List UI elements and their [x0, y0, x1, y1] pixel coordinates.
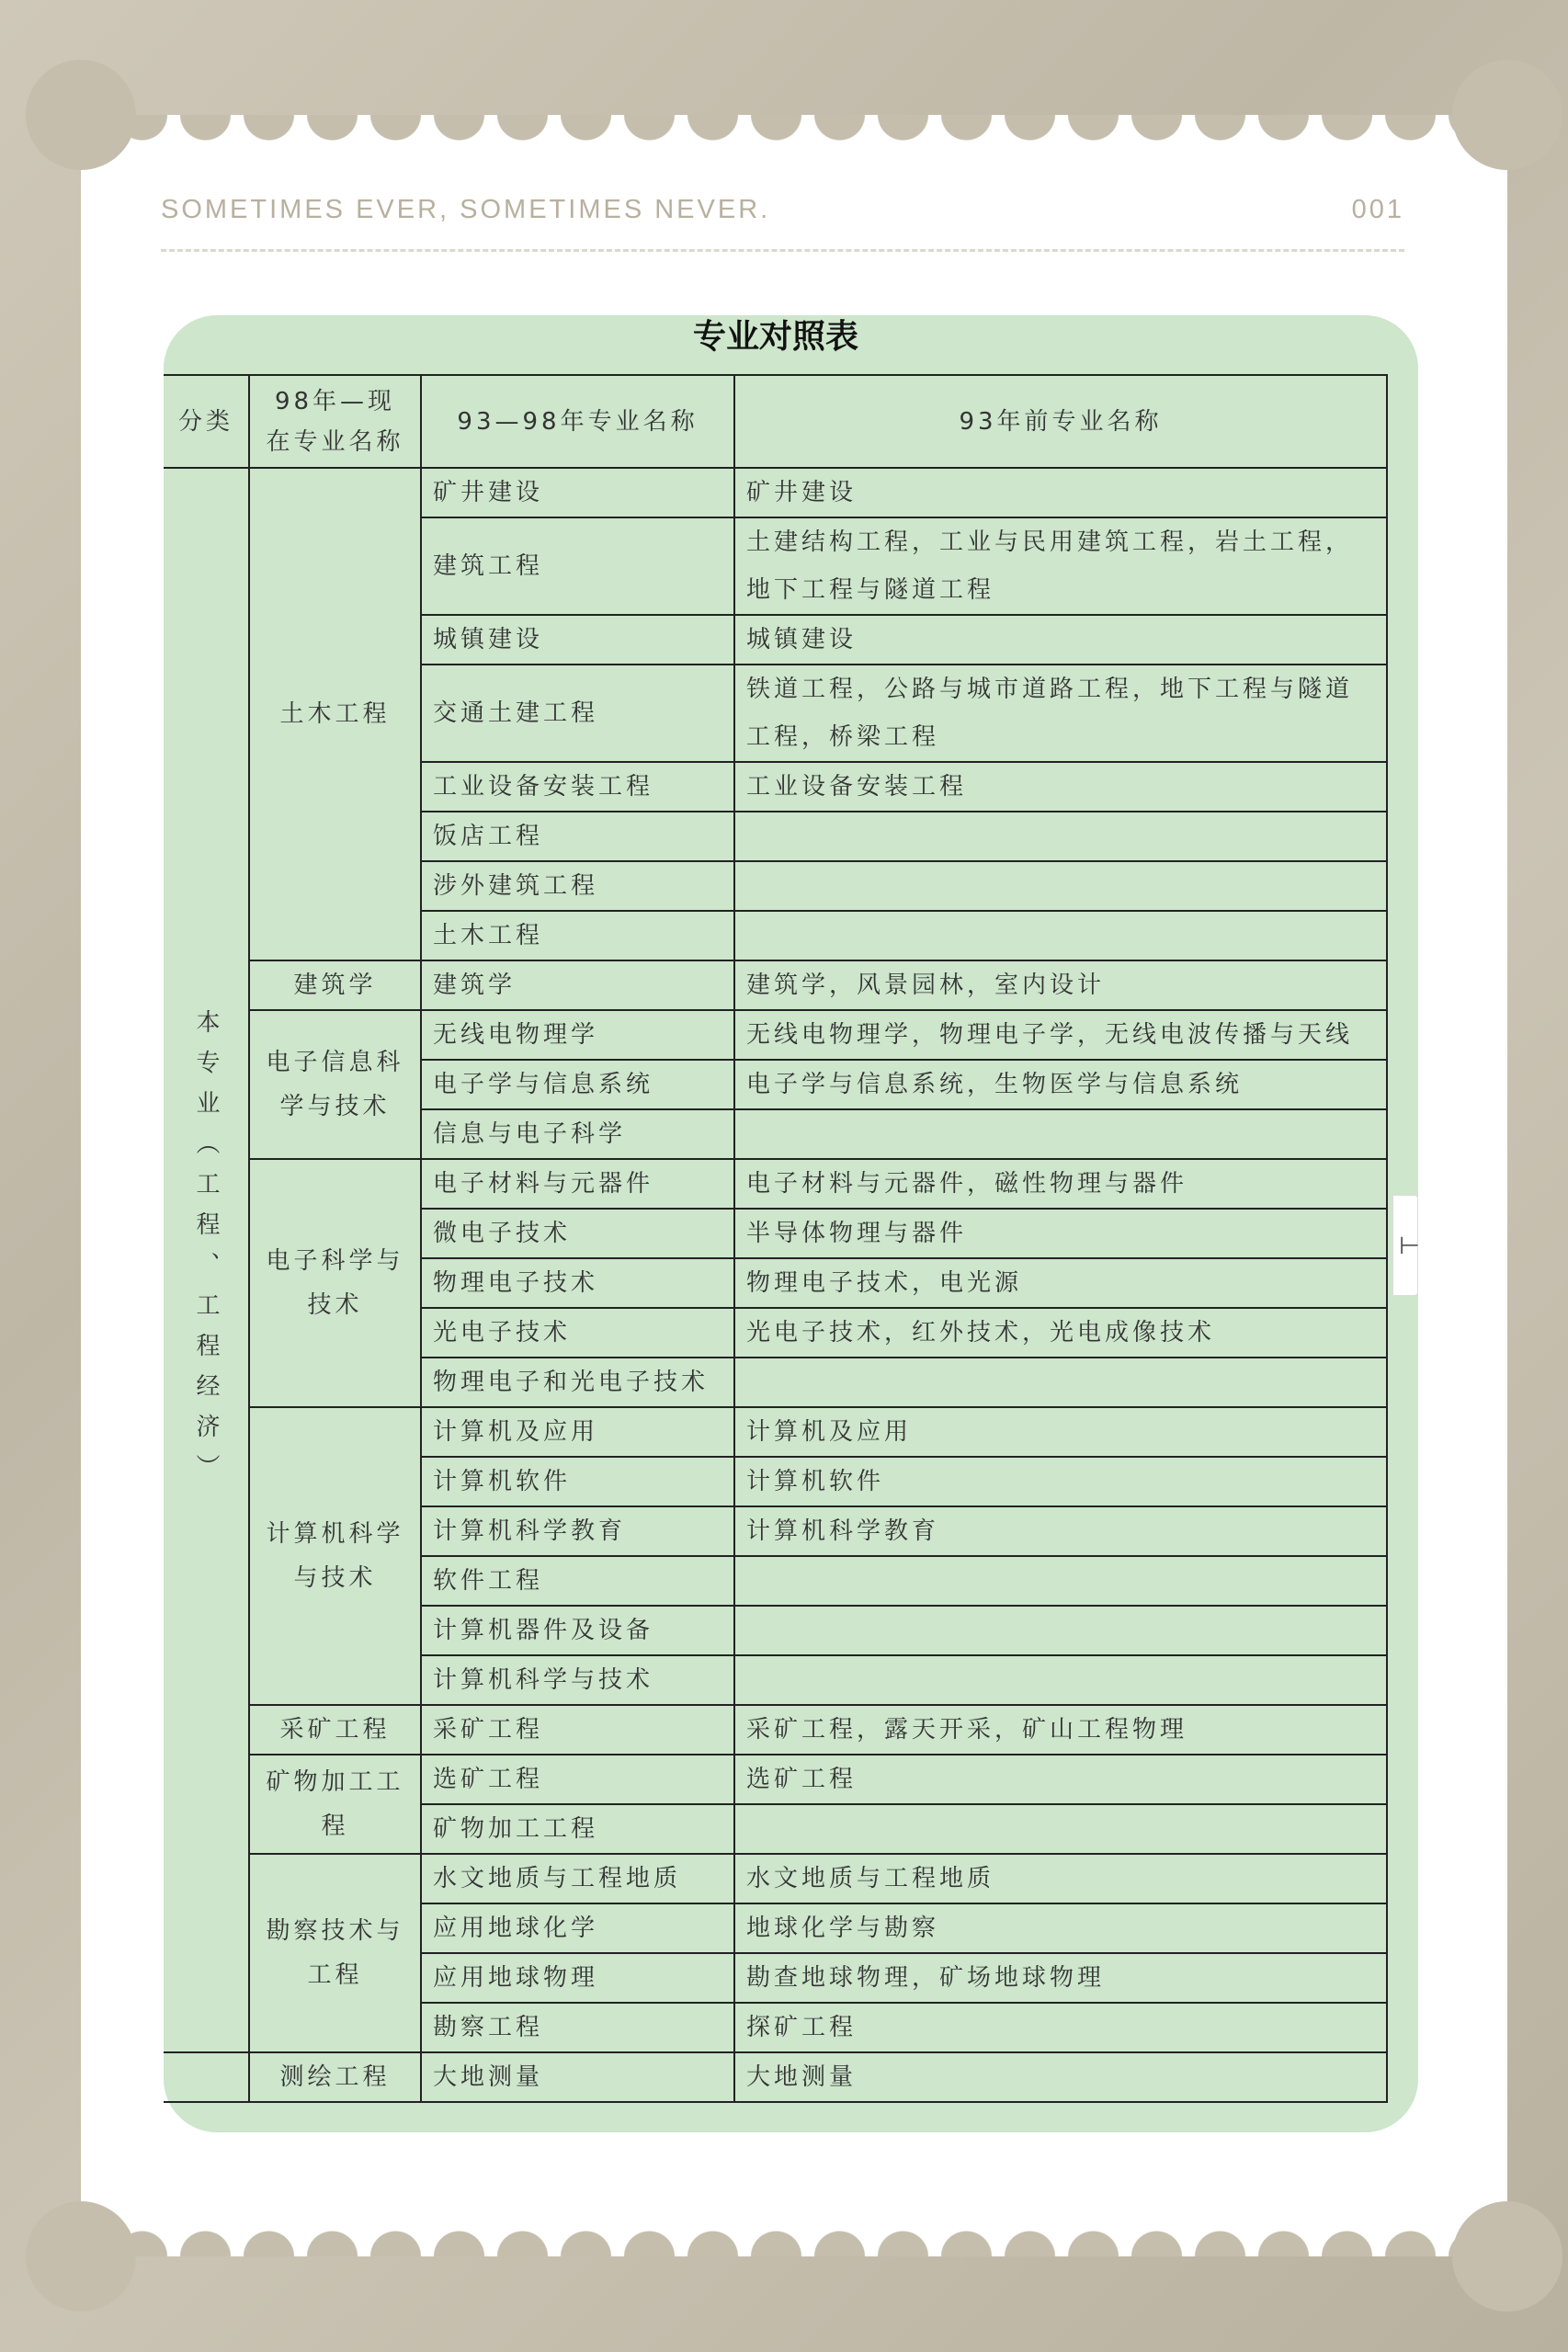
- major-pre-1993-cell: [734, 1655, 1387, 1705]
- major-pre-1993-cell: 土建结构工程，工业与民用建筑工程，岩土工程，地下工程与隧道工程: [734, 517, 1387, 615]
- major-pre-1993-cell: [734, 1606, 1387, 1655]
- current-major-cell: 电子信息科学与技术: [249, 1010, 421, 1159]
- major-1993-1998-cell: 水文地质与工程地质: [421, 1854, 734, 1903]
- major-pre-1993-cell: 探矿工程: [734, 2003, 1387, 2052]
- major-1993-1998-cell: 大地测量: [421, 2052, 734, 2102]
- tagline: SOMETIMES EVER, SOMETIMES NEVER.: [161, 195, 771, 224]
- category-cell-empty: [164, 2052, 249, 2102]
- table-row: [164, 1705, 1387, 1755]
- current-major-cell: 土木工程: [249, 468, 421, 960]
- major-pre-1993-cell: [734, 1804, 1387, 1854]
- table-row: [164, 1755, 1387, 1804]
- major-pre-1993-cell: 计算机科学教育: [734, 1506, 1387, 1556]
- major-pre-1993-cell: 铁道工程，公路与城市道路工程，地下工程与隧道工程，桥梁工程: [734, 665, 1387, 762]
- major-1993-1998-cell: 无线电物理学: [421, 1010, 734, 1060]
- major-pre-1993-cell: 电子材料与元器件，磁性物理与器件: [734, 1159, 1387, 1209]
- table-row: [164, 1159, 1387, 1209]
- page-header: [161, 195, 1404, 232]
- column-header: 分类: [164, 375, 249, 468]
- major-1993-1998-cell: 矿物加工工程: [421, 1804, 734, 1854]
- major-1993-1998-cell: 饭店工程: [421, 812, 734, 861]
- major-1993-1998-cell: 涉外建筑工程: [421, 861, 734, 911]
- major-pre-1993-cell: 半导体物理与器件: [734, 1209, 1387, 1258]
- major-pre-1993-cell: [734, 1556, 1387, 1606]
- table-header-row: [164, 375, 1387, 468]
- category-cell: [164, 468, 249, 2052]
- table-row: [164, 2052, 1387, 2102]
- major-pre-1993-cell: 无线电物理学，物理电子学，无线电波传播与天线: [734, 1010, 1387, 1060]
- category-label: 本专业（工程、工程经济）: [192, 1009, 220, 1494]
- corner-notch: [26, 2201, 136, 2312]
- major-pre-1993-cell: 光电子技术，红外技术，光电成像技术: [734, 1308, 1387, 1358]
- current-major-cell: 建筑学: [249, 960, 421, 1010]
- major-1993-1998-cell: 物理电子技术: [421, 1258, 734, 1308]
- major-1993-1998-cell: 信息与电子科学: [421, 1109, 734, 1159]
- major-1993-1998-cell: 计算机及应用: [421, 1407, 734, 1457]
- side-add-tab[interactable]: [1392, 1195, 1418, 1296]
- corner-notch: [26, 60, 136, 170]
- major-1993-1998-cell: 建筑工程: [421, 517, 734, 615]
- major-1993-1998-cell: 计算机科学教育: [421, 1506, 734, 1556]
- major-1993-1998-cell: 勘察工程: [421, 2003, 734, 2052]
- table-row: [164, 1854, 1387, 1903]
- major-pre-1993-cell: 选矿工程: [734, 1755, 1387, 1804]
- major-1993-1998-cell: 计算机软件: [421, 1457, 734, 1506]
- major-pre-1993-cell: [734, 1109, 1387, 1159]
- major-1993-1998-cell: 应用地球物理: [421, 1953, 734, 2003]
- current-major-cell: 电子科学与技术: [249, 1159, 421, 1407]
- major-1993-1998-cell: 建筑学: [421, 960, 734, 1010]
- dashed-divider: [161, 249, 1404, 252]
- major-1993-1998-cell: 应用地球化学: [421, 1903, 734, 1953]
- major-pre-1993-cell: 计算机及应用: [734, 1407, 1387, 1457]
- column-header: 98年—现在专业名称: [249, 375, 421, 468]
- major-1993-1998-cell: 物理电子和光电子技术: [421, 1358, 734, 1407]
- major-pre-1993-cell: [734, 861, 1387, 911]
- major-1993-1998-cell: 城镇建设: [421, 615, 734, 665]
- major-pre-1993-cell: 物理电子技术，电光源: [734, 1258, 1387, 1308]
- table-row: [164, 1407, 1387, 1457]
- major-pre-1993-cell: 地球化学与勘察: [734, 1903, 1387, 1953]
- column-header: 93年前专业名称: [734, 375, 1387, 468]
- table-row: [164, 960, 1387, 1010]
- major-pre-1993-cell: 勘查地球物理，矿场地球物理: [734, 1953, 1387, 2003]
- major-pre-1993-cell: 水文地质与工程地质: [734, 1854, 1387, 1903]
- column-header: 93—98年专业名称: [421, 375, 734, 468]
- current-major-cell: 勘察技术与工程: [249, 1854, 421, 2052]
- major-1993-1998-cell: 采矿工程: [421, 1705, 734, 1755]
- plus-icon: ⊢: [1399, 1233, 1420, 1260]
- major-1993-1998-cell: 计算机科学与技术: [421, 1655, 734, 1705]
- corner-notch: [1452, 60, 1562, 170]
- major-1993-1998-cell: 微电子技术: [421, 1209, 734, 1258]
- major-1993-1998-cell: 光电子技术: [421, 1308, 734, 1358]
- major-1993-1998-cell: 软件工程: [421, 1556, 734, 1606]
- major-pre-1993-cell: [734, 1358, 1387, 1407]
- major-1993-1998-cell: 计算机器件及设备: [421, 1606, 734, 1655]
- major-pre-1993-cell: 大地测量: [734, 2052, 1387, 2102]
- major-pre-1993-cell: [734, 812, 1387, 861]
- major-pre-1993-cell: 建筑学，风景园林，室内设计: [734, 960, 1387, 1010]
- table-row: [164, 468, 1387, 517]
- major-pre-1993-cell: [734, 911, 1387, 960]
- major-1993-1998-cell: 矿井建设: [421, 468, 734, 517]
- current-major-cell: 计算机科学与技术: [249, 1407, 421, 1705]
- major-comparison-table: [164, 374, 1388, 2103]
- major-pre-1993-cell: 城镇建设: [734, 615, 1387, 665]
- major-1993-1998-cell: 工业设备安装工程: [421, 762, 734, 812]
- current-major-cell: 矿物加工工程: [249, 1755, 421, 1854]
- major-pre-1993-cell: 矿井建设: [734, 468, 1387, 517]
- table-title: 专业对照表: [692, 317, 858, 356]
- table-row: [164, 1010, 1387, 1060]
- major-pre-1993-cell: 电子学与信息系统，生物医学与信息系统: [734, 1060, 1387, 1109]
- major-1993-1998-cell: 电子材料与元器件: [421, 1159, 734, 1209]
- major-1993-1998-cell: 选矿工程: [421, 1755, 734, 1804]
- page-number: 001: [1351, 195, 1404, 224]
- major-1993-1998-cell: 土木工程: [421, 911, 734, 960]
- major-pre-1993-cell: 工业设备安装工程: [734, 762, 1387, 812]
- major-1993-1998-cell: 交通土建工程: [421, 665, 734, 762]
- current-major-cell: 测绘工程: [249, 2052, 421, 2102]
- corner-notch: [1452, 2201, 1562, 2312]
- major-pre-1993-cell: 计算机软件: [734, 1457, 1387, 1506]
- current-major-cell: 采矿工程: [249, 1705, 421, 1755]
- major-pre-1993-cell: 采矿工程，露天开采，矿山工程物理: [734, 1705, 1387, 1755]
- scallop-edge-top: [110, 115, 1461, 170]
- scallop-edge-bottom: [110, 2201, 1461, 2256]
- major-1993-1998-cell: 电子学与信息系统: [421, 1060, 734, 1109]
